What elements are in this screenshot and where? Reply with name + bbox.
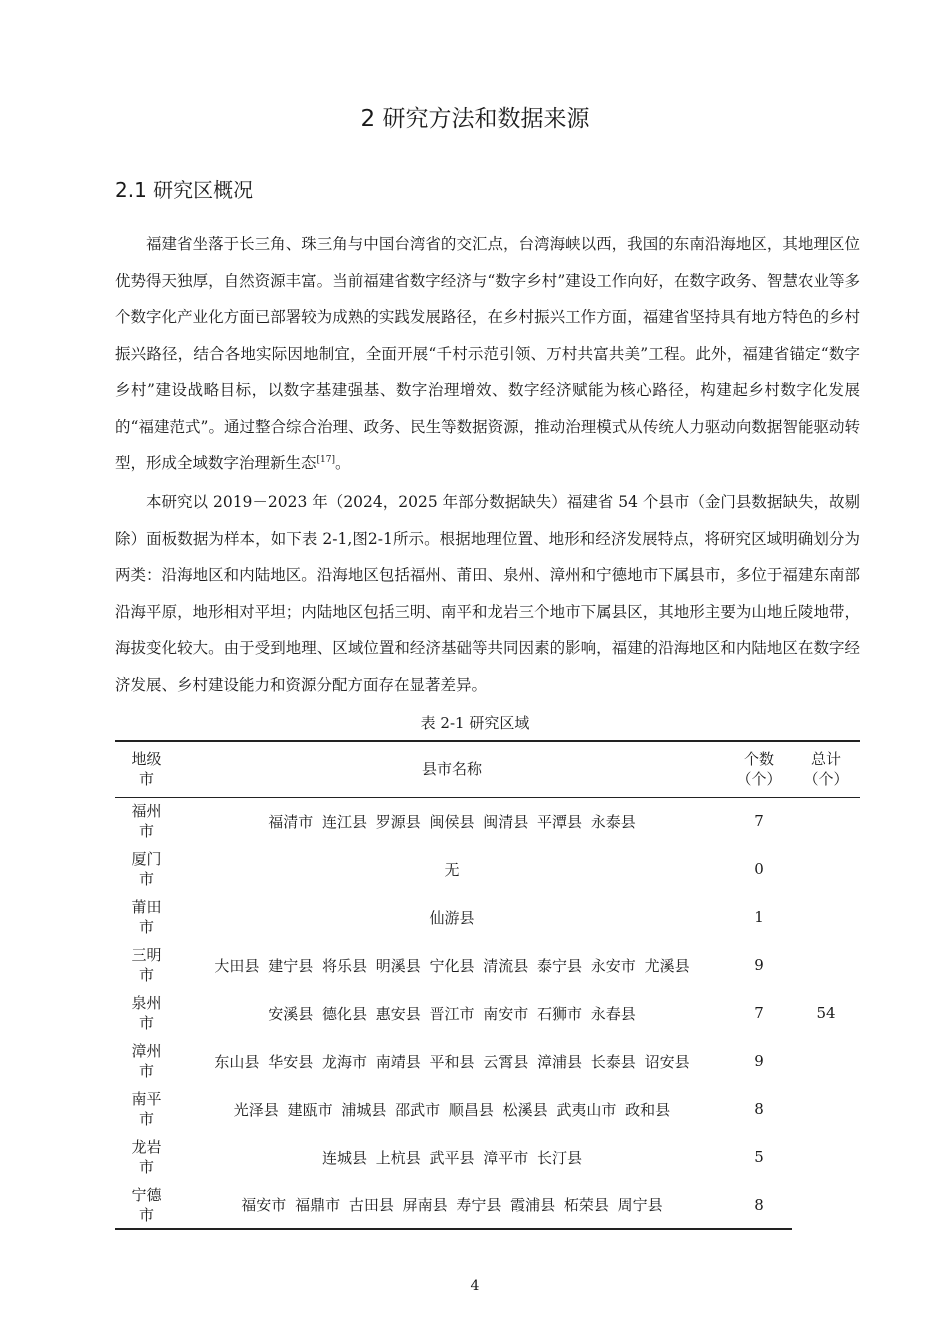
cell-county-names: 仙游县: [429, 908, 475, 927]
paragraph-1: [115, 226, 860, 482]
cell-count: 7: [754, 1004, 764, 1022]
cell-county-names: 大田县 建宁县 将乐县 明溪县 宁化县 清流县 泰宁县 永安市 尤溪县: [214, 956, 690, 975]
header-names: 县市名称: [178, 741, 726, 797]
table-row: [115, 989, 860, 1037]
cell-count: 8: [726, 1181, 792, 1229]
table-caption: 表 2-1 研究区域: [420, 714, 530, 732]
cell-count: 1: [754, 908, 764, 926]
cell-count: 9: [754, 956, 764, 974]
cell-city: 莆田 市: [131, 898, 162, 936]
cell-city: 福州 市: [131, 802, 162, 841]
cell-city: 宁德 市: [115, 1181, 178, 1229]
table-row: [115, 797, 860, 845]
paragraph-1-end: 。: [335, 454, 351, 472]
table-row: [115, 1181, 860, 1229]
table-row: [115, 1133, 860, 1181]
header-count: 个数 （个）: [726, 741, 792, 797]
chapter-title: 2 研究方法和数据来源: [360, 106, 590, 132]
cell-count: 7: [754, 812, 764, 831]
table-row: [115, 845, 860, 893]
cell-city: 三明 市: [131, 946, 162, 984]
study-region-table: [115, 740, 860, 1230]
cell-county-names: 福清市 连江县 罗源县 闽侯县 闽清县 平潭县 永泰县: [268, 812, 636, 831]
cell-city: 南平 市: [131, 1090, 162, 1128]
cell-city: 漳州 市: [131, 1042, 162, 1080]
cell-county-names: 福安市 福鼎市 古田县 屏南县 寿宁县 霞浦县 柘荣县 周宁县: [178, 1181, 726, 1229]
cell-city: 泉州 市: [131, 994, 162, 1032]
cell-county-names: 连城县 上杭县 武平县 漳平市 长汀县: [321, 1148, 583, 1167]
page-number: 4: [470, 1278, 480, 1294]
table-body: [115, 797, 860, 1229]
cell-city: 厦门 市: [131, 850, 162, 888]
header-city: 地级 市: [115, 741, 178, 797]
citation-ref[interactable]: [17]: [316, 455, 335, 465]
header-total: 总计 （个）: [792, 741, 860, 797]
paragraph-2: 本研究以 2019－2023 年（2024，2025 年部分数据缺失）福建省 54 个县市（金门县数据缺失，故剔除）面板数据为样本，如下表 2-1,图2-1所示。根据地理位置、地形和经济发展特点，将研究区域明确划分为两类：沿海地区和内陆地区。沿海地区包括福州、莆田、泉州、漳州和宁德地市下属县市，多位于福建东南部沿海平原，地形相对平坦；内陆地区包括三明、南平和龙岩三个地市下属县区，其地形主要为山地丘陵地带，海拔变化较大。由于受到地理、区域位置和经济基础等共同因素的影响，福建的沿海地区和内陆地区在数字经济发展、乡村建设能力和资源分配方面存在显著差异。: [115, 493, 860, 694]
cell-city: 龙岩 市: [131, 1138, 162, 1176]
paragraph-1-text: 福建省坐落于长三角、珠三角与中国台湾省的交汇点，台湾海峡以西，我国的东南沿海地区，其地理区位优势得天独厚，自然资源丰富。当前福建省数字经济与“数字乡村”建设工作向好，在数字政务、智慧农业等多个数字化产业化方面已部署较为成熟的实践发展路径，在乡村振兴工作方面，福建省坚持具有地方特色的乡村振兴路径，结合各地实际因地制宜，全面开展“千村示范引领、万村共富共美”工程。此外，福建省锚定“数字乡村”建设战略目标，以数字基建强基、数字治理增效、数字经济赋能为核心路径，构建起乡村数字化发展的“福建范式”。通过整合综合治理、政务、民生等数据资源，推动治理模式从传统人力驱动向数据智能驱动转型，形成全域数字治理新生态: [115, 235, 860, 472]
table-header-row: [115, 741, 860, 797]
cell-county-names: 无: [444, 860, 460, 879]
table-row: [115, 893, 860, 941]
cell-total: 54: [816, 1004, 836, 1023]
cell-count: 8: [754, 1100, 764, 1118]
cell-count: 0: [754, 860, 764, 878]
section-title: 2.1 研究区概况: [115, 178, 254, 202]
table-row: [115, 1037, 860, 1085]
cell-county-names: 安溪县 德化县 惠安县 晋江市 南安市 石狮市 永春县: [268, 1004, 636, 1023]
cell-count: 9: [754, 1052, 764, 1070]
table-row: [115, 1085, 860, 1133]
table-row: [115, 941, 860, 989]
cell-county-names: 东山县 华安县 龙海市 南靖县 平和县 云霄县 漳浦县 长泰县 诏安县: [214, 1052, 690, 1071]
cell-county-names: 光泽县 建瓯市 浦城县 邵武市 顺昌县 松溪县 武夷山市 政和县: [233, 1100, 671, 1119]
cell-count: 5: [754, 1148, 764, 1166]
